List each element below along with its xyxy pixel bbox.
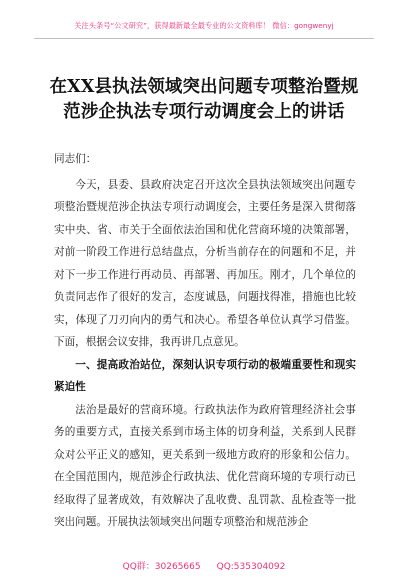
document-title	[46, 75, 362, 125]
title-line-1: 在XX县执法领域突出问题专项整治暨规	[49, 77, 359, 97]
footer-qq: QQ:535304092	[216, 562, 286, 572]
header-divider	[34, 38, 374, 39]
section-heading-1: 一、提高政治站位，深刻认识专项行动的极端重要性和现实紧迫性	[54, 358, 356, 393]
footer-qq-group: QQ群：30265665	[122, 562, 201, 572]
paragraph-2: 法治是最好的营商环境。行政执法作为政府管理经济社会事务的重要方式，直接关系到市场主体的切身利益，关系到人民群众对公平正义的感知，更关系到一级地方政府的形象和公信力。在全国范围内，规范涉企行政执法、优化营商环境的专项行动已经取得了显著成效，有效解决了乱收费、乱罚款、乱检查等一批突出问题。开展执法领域突出问题专项整治和规范涉企	[54, 403, 356, 528]
document-body	[54, 148, 356, 534]
footer-contact	[0, 559, 408, 572]
header-banner: 关注头条号“公文研究”，获得最新最全最专业的公文资料库！ 微信：gongwenyj	[74, 21, 334, 30]
title-line-2: 范涉企执法专项行动调度会上的讲话	[63, 102, 345, 122]
paragraph-1: 今天，县委、县政府决定召开这次全县执法领域突出问题专项整治暨规范涉企执法专项行动调度会，主要任务是深入贯彻落实中央、省、市关于全面依法治国和优化营商环境的决策部署，对前一阶段工作进行总结盘点，分析当前存在的问题和不足，并对下一步工作进行再动员、再部署、再加压。刚才，几个单位的负责同志作了很好的发言，态度诚恳，问题找得准，措施也比较实，体现了刀刃向内的勇气和决心。希望各单位认真学习借鉴。下面，根据会议安排，我再讲几点意见。	[54, 178, 356, 348]
salutation: 同志们：	[54, 153, 97, 165]
